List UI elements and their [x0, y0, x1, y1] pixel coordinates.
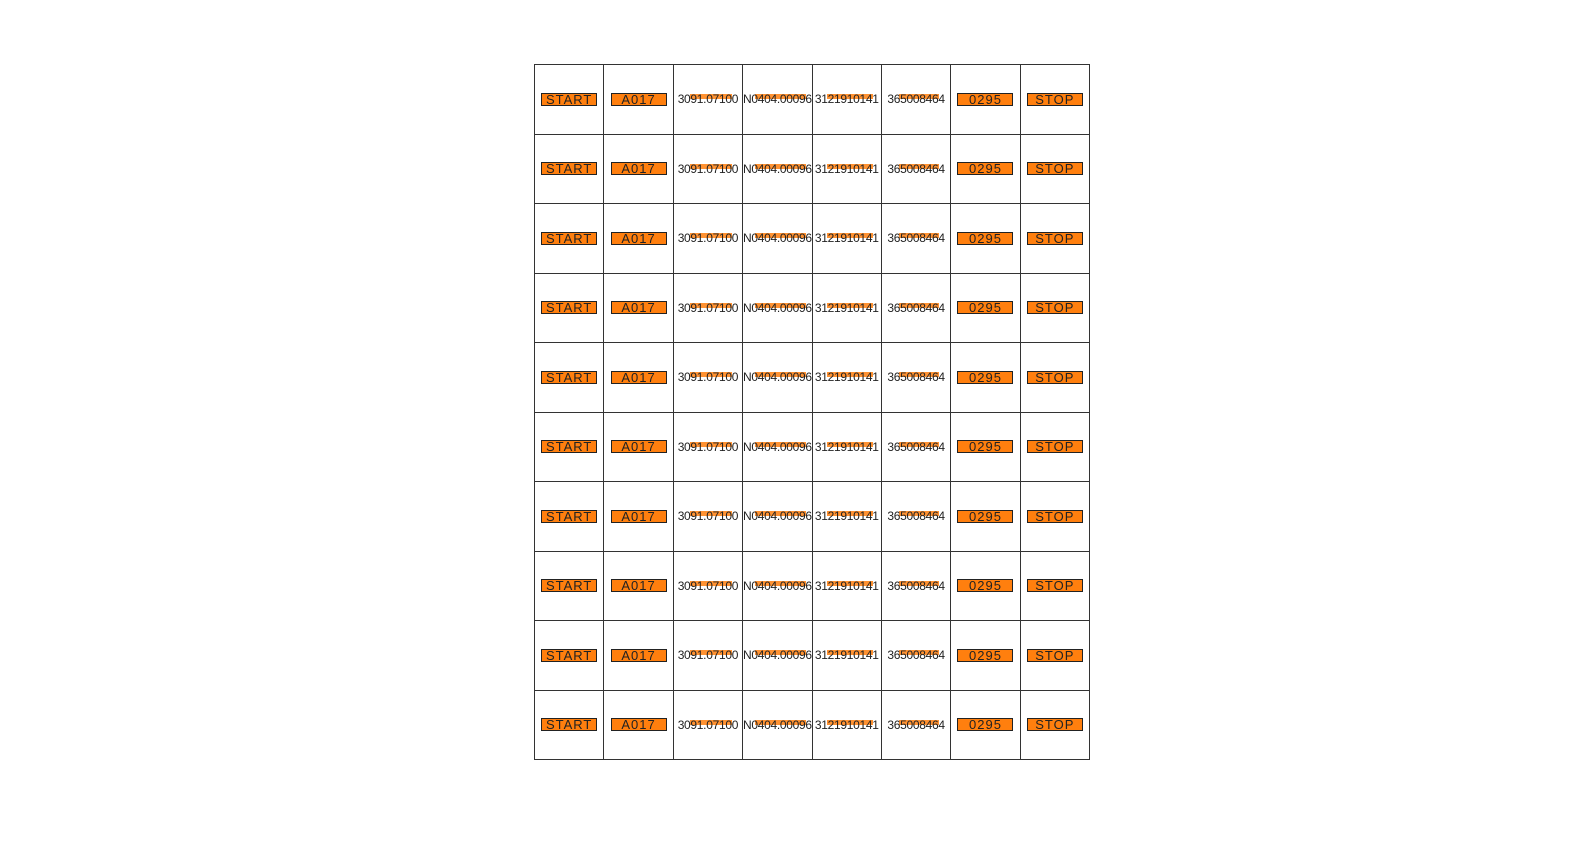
value-cell — [678, 509, 738, 523]
grid-cell — [604, 135, 673, 205]
grid-cell — [813, 135, 882, 205]
grid-cell — [743, 274, 813, 344]
value-cell — [887, 370, 944, 384]
grid-row — [535, 343, 1090, 413]
stop-tag: STOP — [1027, 579, 1083, 592]
grid-cell — [951, 65, 1020, 135]
value-text: 365008464 — [887, 370, 945, 385]
value-cell — [678, 231, 738, 245]
grid-cell — [813, 552, 882, 622]
start-tag: START — [541, 579, 597, 592]
grid-cell — [951, 413, 1020, 483]
value-cell — [887, 509, 944, 523]
grid-cell — [951, 482, 1020, 552]
code2-tag: 0295 — [957, 93, 1013, 106]
value-text: N0404.00096 — [742, 370, 812, 385]
start-tag: START — [541, 440, 597, 453]
code-tag: A017 — [611, 510, 667, 523]
code2-tag: 0295 — [957, 510, 1013, 523]
code-tag: A017 — [611, 718, 667, 731]
value-text: 3091.07100 — [677, 578, 739, 593]
code-tag: A017 — [611, 301, 667, 314]
value-cell — [678, 370, 738, 384]
value-cell — [678, 92, 738, 106]
grid-cell — [674, 482, 743, 552]
value-text: N0404.00096 — [742, 439, 812, 454]
code-tag: A017 — [611, 440, 667, 453]
value-text: 365008464 — [887, 648, 945, 663]
value-text: 365008464 — [887, 509, 945, 524]
value-cell — [743, 92, 812, 106]
grid-cell — [535, 274, 604, 344]
value-cell — [815, 92, 879, 106]
grid-cell — [882, 691, 951, 761]
value-cell — [743, 509, 812, 523]
grid-cell — [535, 413, 604, 483]
grid-cell — [604, 274, 673, 344]
grid-cell — [882, 552, 951, 622]
grid-cell — [1021, 621, 1090, 691]
grid-cell — [604, 65, 673, 135]
stop-tag: STOP — [1027, 649, 1083, 662]
grid-cell — [882, 343, 951, 413]
value-text: N0404.00096 — [742, 92, 812, 107]
grid-cell — [813, 274, 882, 344]
value-cell — [678, 440, 738, 454]
grid-cell — [1021, 413, 1090, 483]
code2-tag: 0295 — [957, 649, 1013, 662]
grid-cell — [674, 135, 743, 205]
stop-tag: STOP — [1027, 301, 1083, 314]
message-grid — [534, 64, 1090, 760]
value-text: N0404.00096 — [742, 509, 812, 524]
grid-cell — [882, 621, 951, 691]
value-text: 365008464 — [887, 717, 945, 732]
value-cell — [815, 648, 879, 662]
grid-row — [535, 621, 1090, 691]
grid-cell — [743, 413, 813, 483]
value-text: 365008464 — [887, 92, 945, 107]
grid-cell — [882, 65, 951, 135]
value-cell — [678, 579, 738, 593]
value-text: 3091.07100 — [677, 300, 739, 315]
value-text: 3121910141 — [814, 648, 879, 663]
value-cell — [887, 440, 944, 454]
value-cell — [743, 440, 812, 454]
grid-cell — [674, 274, 743, 344]
grid-row — [535, 65, 1090, 135]
value-cell — [815, 231, 879, 245]
grid-cell — [882, 413, 951, 483]
grid-cell — [1021, 65, 1090, 135]
grid-cell — [743, 552, 813, 622]
grid-cell — [674, 65, 743, 135]
grid-cell — [674, 621, 743, 691]
value-text: 3121910141 — [814, 161, 879, 176]
grid-cell — [674, 413, 743, 483]
value-cell — [678, 718, 738, 732]
stop-tag: STOP — [1027, 93, 1083, 106]
value-text: 3091.07100 — [677, 231, 739, 246]
value-text: 3091.07100 — [677, 161, 739, 176]
grid-cell — [1021, 135, 1090, 205]
value-cell — [887, 718, 944, 732]
value-text: 365008464 — [887, 578, 945, 593]
code-tag: A017 — [611, 93, 667, 106]
grid-cell — [674, 552, 743, 622]
grid-cell — [743, 135, 813, 205]
value-text: N0404.00096 — [742, 300, 812, 315]
grid-cell — [743, 621, 813, 691]
grid-cell — [882, 482, 951, 552]
value-text: 3121910141 — [814, 370, 879, 385]
stop-tag: STOP — [1027, 440, 1083, 453]
value-text: N0404.00096 — [742, 578, 812, 593]
grid-cell — [674, 204, 743, 274]
value-cell — [743, 579, 812, 593]
grid-cell — [535, 204, 604, 274]
value-cell — [743, 370, 812, 384]
grid-cell — [604, 552, 673, 622]
value-cell — [678, 648, 738, 662]
value-cell — [815, 370, 879, 384]
start-tag: START — [541, 510, 597, 523]
grid-cell — [951, 621, 1020, 691]
grid-cell — [604, 691, 673, 761]
value-text: 3091.07100 — [677, 648, 739, 663]
grid-cell — [951, 691, 1020, 761]
grid-cell — [535, 343, 604, 413]
grid-cell — [674, 691, 743, 761]
grid-cell — [743, 482, 813, 552]
grid-cell — [535, 135, 604, 205]
value-text: 3091.07100 — [677, 92, 739, 107]
grid-cell — [882, 204, 951, 274]
code-tag: A017 — [611, 232, 667, 245]
grid-cell — [813, 343, 882, 413]
value-cell — [887, 301, 944, 315]
value-text: 3121910141 — [814, 509, 879, 524]
grid-cell — [951, 343, 1020, 413]
code2-tag: 0295 — [957, 718, 1013, 731]
start-tag: START — [541, 649, 597, 662]
value-cell — [887, 648, 944, 662]
grid-row — [535, 482, 1090, 552]
grid-cell — [1021, 482, 1090, 552]
start-tag: START — [541, 93, 597, 106]
value-text: 3091.07100 — [677, 439, 739, 454]
value-text: N0404.00096 — [742, 648, 812, 663]
stop-tag: STOP — [1027, 232, 1083, 245]
value-text: 3091.07100 — [677, 717, 739, 732]
stop-tag: STOP — [1027, 371, 1083, 384]
value-cell — [678, 162, 738, 176]
grid-cell — [743, 343, 813, 413]
value-text: N0404.00096 — [742, 231, 812, 246]
grid-cell — [813, 65, 882, 135]
value-cell — [678, 301, 738, 315]
code2-tag: 0295 — [957, 162, 1013, 175]
grid-cell — [604, 204, 673, 274]
value-cell — [743, 162, 812, 176]
start-tag: START — [541, 162, 597, 175]
value-text: 3091.07100 — [677, 509, 739, 524]
value-text: 3121910141 — [814, 92, 879, 107]
grid-cell — [813, 413, 882, 483]
grid-cell — [1021, 204, 1090, 274]
code-tag: A017 — [611, 579, 667, 592]
value-cell — [887, 231, 944, 245]
grid-cell — [1021, 552, 1090, 622]
value-text: 3121910141 — [814, 439, 879, 454]
code2-tag: 0295 — [957, 301, 1013, 314]
value-cell — [815, 440, 879, 454]
grid-cell — [743, 204, 813, 274]
grid-cell — [1021, 343, 1090, 413]
value-text: 365008464 — [887, 300, 945, 315]
grid-row — [535, 413, 1090, 483]
grid-cell — [951, 135, 1020, 205]
stop-tag: STOP — [1027, 718, 1083, 731]
code-tag: A017 — [611, 162, 667, 175]
value-text: 3121910141 — [814, 231, 879, 246]
value-cell — [815, 162, 879, 176]
grid-cell — [813, 482, 882, 552]
value-cell — [743, 718, 812, 732]
value-cell — [815, 301, 879, 315]
grid-row — [535, 135, 1090, 205]
value-text: 3121910141 — [814, 717, 879, 732]
value-cell — [743, 648, 812, 662]
value-text: 3091.07100 — [677, 370, 739, 385]
stop-tag: STOP — [1027, 162, 1083, 175]
value-text: N0404.00096 — [742, 717, 812, 732]
value-text: 365008464 — [887, 161, 945, 176]
grid-cell — [604, 482, 673, 552]
grid-cell — [951, 274, 1020, 344]
grid-cell — [743, 65, 813, 135]
grid-row — [535, 204, 1090, 274]
code2-tag: 0295 — [957, 440, 1013, 453]
value-text: N0404.00096 — [742, 161, 812, 176]
stop-tag: STOP — [1027, 510, 1083, 523]
grid-cell — [604, 413, 673, 483]
code2-tag: 0295 — [957, 579, 1013, 592]
grid-cell — [535, 621, 604, 691]
grid-cell — [813, 204, 882, 274]
value-cell — [815, 509, 879, 523]
grid-cell — [535, 552, 604, 622]
value-cell — [887, 92, 944, 106]
value-text: 365008464 — [887, 231, 945, 246]
grid-cell — [743, 691, 813, 761]
grid-cell — [535, 691, 604, 761]
grid-row — [535, 552, 1090, 622]
grid-cell — [813, 691, 882, 761]
value-cell — [815, 579, 879, 593]
grid-cell — [813, 621, 882, 691]
code2-tag: 0295 — [957, 232, 1013, 245]
code-tag: A017 — [611, 649, 667, 662]
grid-cell — [882, 135, 951, 205]
grid-cell — [674, 343, 743, 413]
grid-cell — [951, 204, 1020, 274]
value-text: 3121910141 — [814, 578, 879, 593]
code2-tag: 0295 — [957, 371, 1013, 384]
grid-cell — [951, 552, 1020, 622]
value-text: 365008464 — [887, 439, 945, 454]
grid-row — [535, 691, 1090, 761]
start-tag: START — [541, 371, 597, 384]
grid-cell — [1021, 691, 1090, 761]
code-tag: A017 — [611, 371, 667, 384]
value-cell — [887, 579, 944, 593]
grid-cell — [604, 621, 673, 691]
grid-cell — [604, 343, 673, 413]
grid-cell — [535, 482, 604, 552]
value-text: 3121910141 — [814, 300, 879, 315]
value-cell — [815, 718, 879, 732]
grid-cell — [1021, 274, 1090, 344]
start-tag: START — [541, 718, 597, 731]
value-cell — [743, 231, 812, 245]
start-tag: START — [541, 232, 597, 245]
start-tag: START — [541, 301, 597, 314]
grid-cell — [882, 274, 951, 344]
value-cell — [887, 162, 944, 176]
value-cell — [743, 301, 812, 315]
grid-row — [535, 274, 1090, 344]
grid-cell — [535, 65, 604, 135]
